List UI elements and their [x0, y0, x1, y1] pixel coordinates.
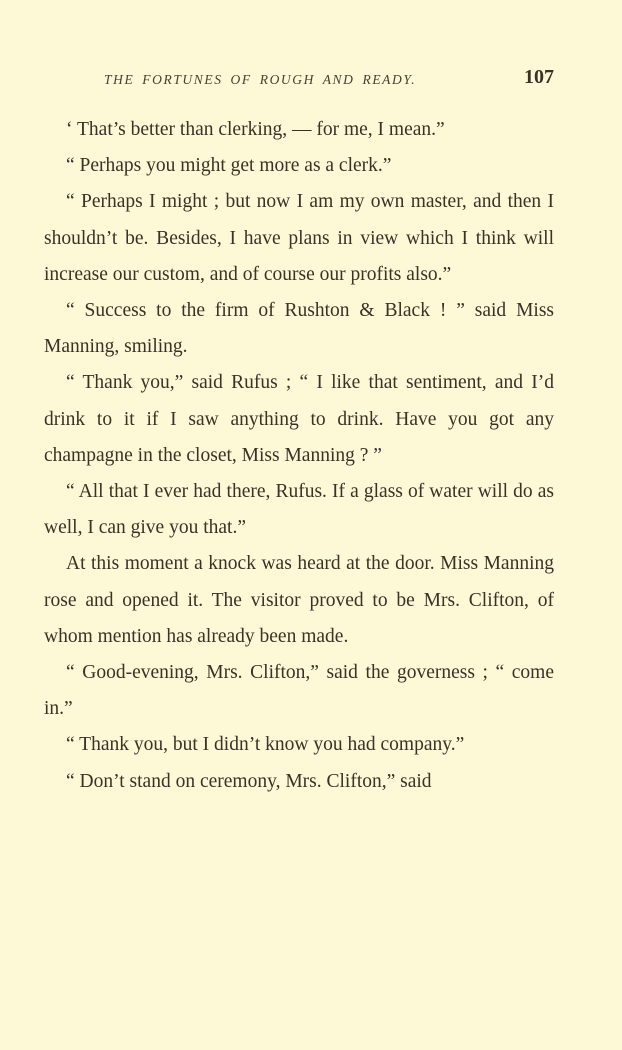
body-text: [44, 112, 554, 800]
running-head: [44, 66, 554, 96]
paragraph: “ Thank you, but I didn’t know you had company.”: [66, 734, 465, 756]
running-title: THE FORTUNES OF ROUGH AND READY.: [104, 72, 417, 87]
paragraph: “ Success to the firm of Rushton & Black ! ” said Miss Manning, smiling.: [44, 300, 554, 358]
paragraph: “ Good-evening, Mrs. Clifton,” said the governess ; “ come in.”: [44, 662, 554, 720]
paragraph: “ Perhaps I might ; but now I am my own master, and then I shouldn’t be. Besides, I have plans in view which I think will increase our custom, and of course our profits also.”: [44, 191, 554, 285]
paragraph: ‘ That’s better than clerking, — for me, I mean.”: [66, 119, 445, 140]
page-number: 107: [524, 66, 554, 88]
paragraph: “ All that I ever had there, Rufus. If a glass of water will do as well, I can give you that.”: [44, 481, 554, 539]
paragraph: “ Don’t stand on ceremony, Mrs. Clifton,” said: [66, 770, 432, 792]
paragraph: At this moment a knock was heard at the door. Miss Manning rose and opened it. The visitor proved to be Mrs. Clifton, of whom mention has already been made.: [44, 553, 554, 647]
paragraph: “ Perhaps you might get more as a clerk.”: [66, 155, 392, 177]
paragraph: “ Thank you,” said Rufus ; “ I like that sentiment, and I’d drink to it if I saw anything to drink. Have you got any champagne in the closet, Miss Manning ? ”: [44, 372, 554, 466]
